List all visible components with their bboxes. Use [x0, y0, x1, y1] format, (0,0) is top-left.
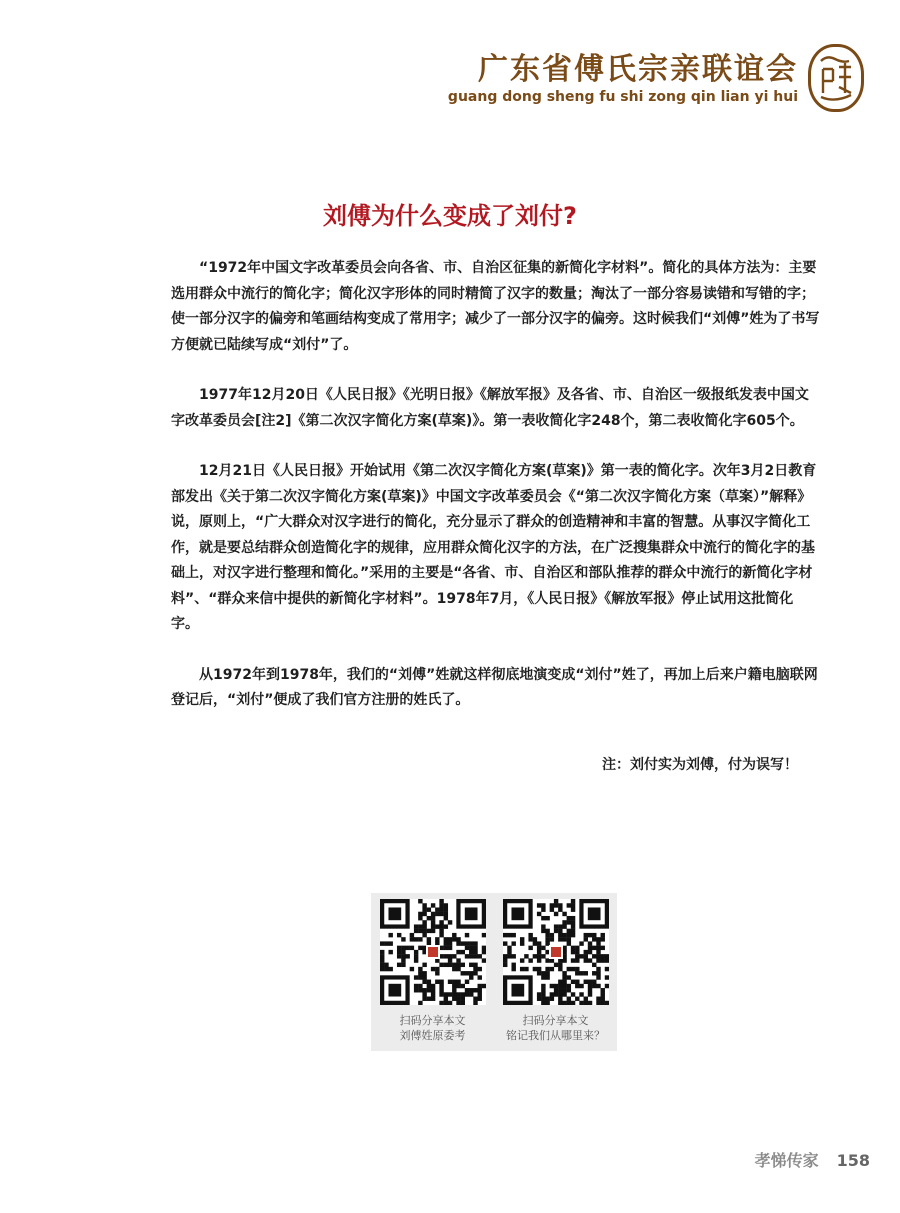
page-number: 158	[836, 1151, 870, 1170]
qr-share-panel	[371, 893, 617, 1051]
article-paragraph-3: 12月21日《人民日报》开始试用《第二次汉字简化方案(草案)》第一表的简化字。次年3月2日教育部发出《关于第二次汉字简化方案(草案)》中国文字改革委员会《“第二次汉字简化方案（草案）”解释》说，原则上，“广大群众对汉字进行的简化，充分显示了群众的创造精神和丰富的智慧。从事汉字简化工作，就是要总结群众创造简化字的规律，应用群众简化汉字的方法，在广泛搜集群众中流行的简化字的基础上，对汉字进行整理和简化。”采用的主要是“各省、市、自治区和部队推荐的群众中流行的新简化字材料”、“群众来信中提供的新简化字材料”。1978年7月，《人民日报》《解放军报》停止试用这批简化字。	[171, 463, 817, 632]
association-seal-logo	[808, 44, 864, 112]
article-paragraph-2: 1977年12月20日《人民日报》《光明日报》《解放军报》及各省、市、自治区一级报纸发表中国文字改革委员会[注2]《第二次汉字简化方案(草案)》。第一表收简化字248个，第二表收简化字605个。	[171, 387, 809, 429]
seal-icon	[811, 47, 861, 109]
qr-code-icon[interactable]	[380, 899, 486, 1005]
qr-code-icon[interactable]	[503, 899, 609, 1005]
qr-caption-2	[506, 1013, 605, 1043]
qr-share-item-1[interactable]	[377, 899, 489, 1051]
qr-share-item-2[interactable]	[500, 899, 612, 1051]
qr-caption-line: 扫码分享本文	[522, 1014, 589, 1027]
article-body	[171, 256, 821, 739]
qr-caption-line: 扫码分享本文	[399, 1014, 466, 1027]
qr-caption-line: 刘傅姓原委考	[399, 1029, 466, 1042]
article-title: 刘傅为什么变成了刘付?	[323, 202, 577, 230]
article-paragraph-1: “1972年中国文字改革委员会向各省、市、自治区征集的新简化字材料”。简化的具体方法为：主要选用群众中流行的简化字；简化汉字形体的同时精简了汉字的数量；淘汰了一部分容易读错和写错的字；使一部分汉字的偏旁和笔画结构变成了常用字；减少了一部分汉字的偏旁。这时候我们“刘傅”姓为了书写方便就已陆续写成“刘付”了。	[171, 260, 820, 353]
association-pinyin: guang dong sheng fu shi zong qin lian yi hui	[447, 89, 798, 105]
footer-section: 孝悌传家	[754, 1151, 819, 1170]
header-text	[448, 51, 798, 105]
association-title: 广东省傅氏宗亲联谊会	[478, 52, 798, 87]
page-header	[448, 44, 864, 112]
qr-caption-1	[400, 1013, 466, 1043]
qr-caption-line: 铭记我们从哪里来？	[506, 1029, 605, 1042]
article-note: 注：刘付实为刘傅，付为误写！	[602, 757, 798, 773]
page-footer	[755, 1148, 870, 1171]
article-paragraph-4: 从1972年到1978年，我们的“刘傅”姓就这样彻底地演变成“刘付”姓了，再加上后来户籍电脑联网登记后，“刘付”便成了我们官方注册的姓氏了。	[171, 666, 818, 708]
